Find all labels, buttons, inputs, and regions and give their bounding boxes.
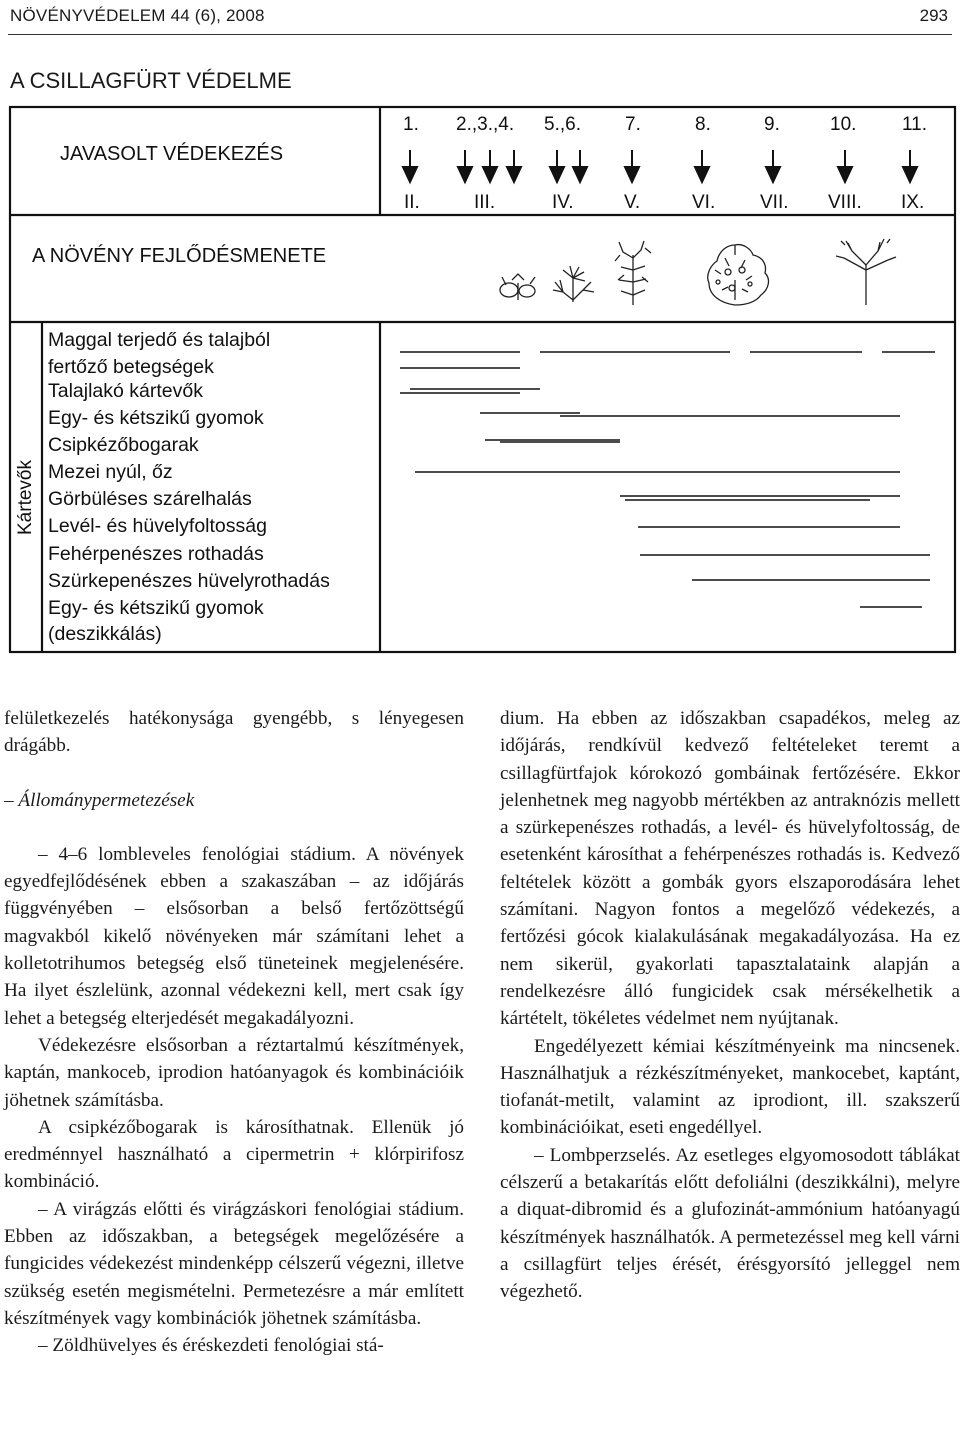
treatment-arrows [403, 150, 917, 182]
figure-title: A CSILLAGFÜRT VÉDELME [10, 68, 292, 93]
pest-label: Fehérpenészes rothadás [48, 543, 264, 565]
stage-label: VI. [692, 192, 716, 213]
treatment-label: 11. [902, 114, 928, 135]
left-text-column [4, 705, 464, 1360]
down-arrow-icon [483, 167, 497, 182]
pest-label: Egy- és kétszikű gyomok [48, 597, 264, 619]
pest-label: fertőző betegségek [48, 356, 214, 378]
paragraph: – Lombperzselés. Az esetleges elgyomosodott táblákat célszerű a betakarítás előtt defoliálni (deszikkálni), melyre a diquat-dibromid és a glufozinát-ammónium hatóanyagú készítmények használhatók. A permetezéssel meg kell várni a csillagfürt teljes érését, érésgyorsító jelleggel nem végezhető. [500, 1144, 960, 1303]
pest-label: Görbüléses szárelhalás [48, 488, 252, 510]
stage-label: III. [474, 192, 496, 213]
recommended-protection-label: JAVASOLT VÉDEKEZÉS [60, 143, 284, 165]
down-arrow-icon [403, 167, 417, 182]
treatment-label: 8. [695, 114, 711, 135]
page-number: 293 [919, 6, 948, 25]
down-arrow-icon [695, 167, 709, 182]
stage-label: IX. [901, 192, 925, 213]
treatment-label: 2.,3.,4. [456, 114, 515, 135]
paragraph: – Zöldhüvelyes és éréskezdeti fenológiai stá- [38, 1335, 384, 1357]
paragraph: A csipkézőbogarak is károsíthatnak. Ellenük jó eredménnyel használható a cipermetrin + klórpirifosz kombináció. [4, 1116, 464, 1193]
pest-label: Mezei nyúl, őz [48, 461, 173, 483]
journal-citation: NÖVÉNYVÉDELEM 44 (6), 2008 [10, 6, 265, 25]
treatment-label: 7. [625, 114, 641, 135]
down-arrow-icon [458, 167, 472, 182]
down-arrow-icon [766, 167, 780, 182]
seedling-drawing [500, 274, 535, 300]
paragraph: – A virágzás előtti és virágzáskori fenológiai stádium. Ebben az időszakban, a betegségek megelőzésére a fungicides védekezést mindenképp célszerű végezni, illetve szükség esetén megismételni. Permetezésre a már említett készítmények vagy kombinációk jöhetnek számításba. [4, 1198, 464, 1329]
pests-side-label: Kártevők [15, 460, 36, 535]
bushy-plant-drawing [708, 245, 769, 305]
treatment-label: 1. [403, 114, 419, 135]
down-arrow-icon [903, 167, 917, 182]
treatment-label: 9. [764, 114, 780, 135]
right-text-column [500, 705, 960, 1306]
pest-label: (deszikkálás) [48, 623, 162, 645]
protection-chart [0, 0, 960, 660]
young-plant-drawing [553, 266, 594, 302]
pest-label: Maggal terjedő és talajból [48, 329, 271, 351]
stage-label: II. [404, 192, 420, 213]
down-arrow-icon [625, 167, 639, 182]
stage-label: VIII. [828, 192, 862, 213]
stage-label: IV. [552, 192, 574, 213]
plant-development-label: A NÖVÉNY FEJLŐDÉSMENETE [32, 245, 327, 267]
pest-label: Szürkepenészes hüvelyrothadás [48, 570, 330, 592]
paragraph: dium. Ha ebben az időszakban csapadékos, meleg az időjárás, rendkívül kedvező feltételeket teremt a csillagfürtfajok kórokozó gombáinak fertőzésére. Ekkor jelenhetnek meg nagyobb mértékben az antraknózis mellett a szürkepenészes rothadás, a levél- és hüvelyfoltosság, de esetenként károsíthat a fehérpenészes rothadás is. Kedvező feltételek között a gombák gyors elszaporodására lehet számítani. Nagyon fontos a megelőző védekezés, a fertőzési gócok kialakulásának megakadályozása. Ha ez nem sikerül, gyakorlati tapasztalataink alapján a rendelkezésre álló fungicidek csak mérsékelhetik a kártételt, tökéletes védelmet nem nyújtanak. [500, 708, 960, 1030]
paragraph: – 4–6 lombleveles fenológiai stádium. A növények egyedfejlődésének ebben a szakaszában – az időjárás függvényében – elsősorban a belső fertőzöttségű magvakból kikelő növényeken már számítani lehet a kolletotrihumos betegség első tüneteinek megjelenésére. Ha ilyet észlelünk, azonnal védekezni kell, mert csak így lehet a betegség elterjedését megakadályozni. [4, 843, 464, 1029]
section-heading: – Állománypermetezések [4, 789, 195, 811]
down-arrow-icon [507, 167, 521, 182]
pest-label: Talajlakó kártevők [48, 380, 203, 402]
down-arrow-icon [838, 167, 852, 182]
stage-label: VII. [760, 192, 789, 213]
paragraph: Védekezésre elsősorban a réztartalmú készítmények, kaptán, mankoceb, iprodion hatóanyagok és kombinációik jöhetnek számításba. [4, 1034, 464, 1111]
mature-plant-drawing [836, 239, 896, 305]
treatment-label: 5.,6. [544, 114, 581, 135]
treatment-label: 10. [830, 114, 857, 135]
paragraph: felületkezelés hatékonysága gyengébb, s lényegesen drágább. [4, 708, 464, 757]
down-arrow-icon [550, 167, 564, 182]
pest-label: Egy- és kétszikű gyomok [48, 407, 264, 429]
pest-period-lines [400, 352, 935, 607]
stage-label: V. [624, 192, 641, 213]
pest-label: Levél- és hüvelyfoltosság [48, 515, 267, 537]
down-arrow-icon [573, 167, 587, 182]
leafy-plant-drawing [615, 241, 651, 305]
pest-label: Csipkézőbogarak [48, 434, 199, 456]
paragraph: Engedélyezett kémiai készítményeink ma nincsenek. Használhatjuk a rézkészítményeket, mankocebet, kaptánt, tiofanát-metilt, valamint az iprodiont, ill. szakszerű kombinációikat, eseti engedéllyel. [500, 1035, 960, 1139]
